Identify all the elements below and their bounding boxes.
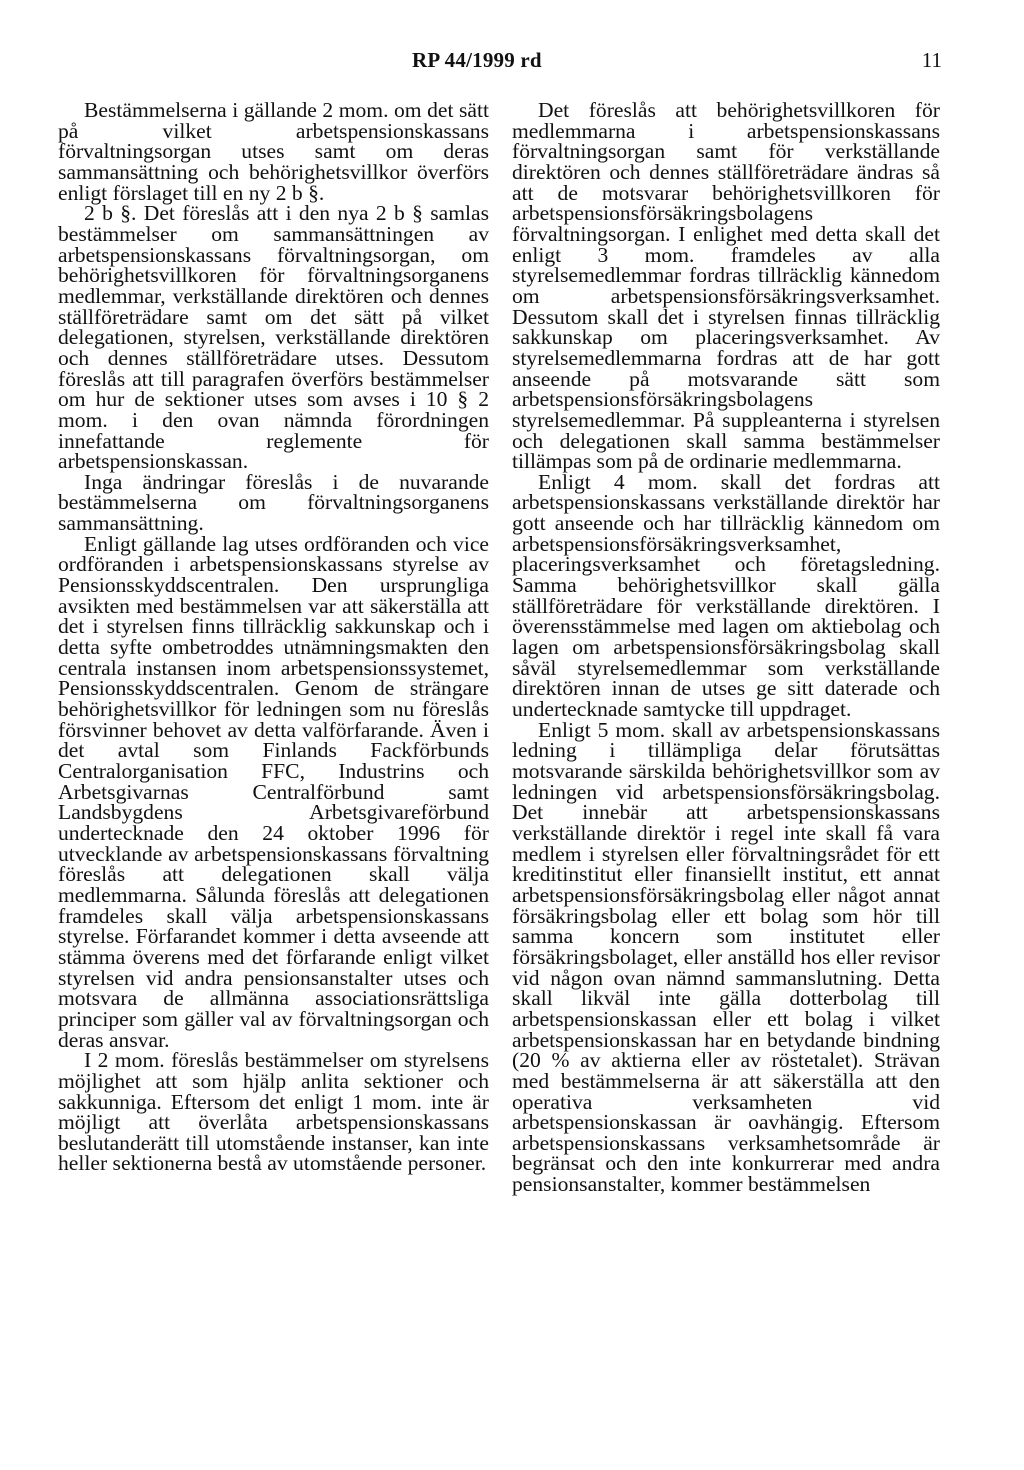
paragraph: Inga ändringar föreslås i de nuvarande bestämmelserna om förvaltningsorganens sammansättning. bbox=[58, 469, 489, 536]
paragraph: I 2 mom. föreslås bestämmelser om styrelsens möjlighet att som hjälp anlita sektioner och sakkunniga. Eftersom det enligt 1 mom. inte är möjligt att överlåta arbetspensionskassans beslutanderätt till utomstående instanser, kan inte heller sektionerna bestå av utomstående personer. bbox=[58, 1048, 489, 1176]
left-column bbox=[58, 100, 489, 1174]
right-column bbox=[512, 100, 940, 1195]
paragraph: Enligt gällande lag utses ordföranden och vice ordföranden i arbetspensionskassans styrelse av Pensionsskyddscentralen. Den ursprungliga avsikten med bestämmelsen var att säkerställa att det i styrelsen finns tillräcklig sakkunskap och i detta syfte ombetroddes utnämningsmakten den centrala instansen inom arbetspensionssystemet, Pensionsskyddscentralen. Genom de strängare behörighetsvillkor för ledningen som nu föreslås försvinner behovet av detta valförfarande. Även i det avtal som Finlands Fackförbunds Centralorganisation FFC, Industrins och Arbetsgivarnas Centralförbund samt Landsbygdens Arbetsgivareförbund undertecknade den 24 oktober 1996 för utvecklande av arbetspensionskassans förvaltning föreslås att delegationen skall välja medlemmarna. Sålunda föreslås att delegationen framdeles skall välja arbetspensionskassans styrelse. Förfarandet kommer i detta avseende att stämma överens med det förfarande enligt vilket styrelsen vid andra pensionsanstalter utses och motsvara de allmänna associationsrättsliga principer som gäller val av förvaltningsorgan och deras ansvar. bbox=[58, 531, 489, 1052]
paragraph: Bestämmelserna i gällande 2 mom. om det sätt på vilket arbetspensionskassans förvaltningsorgan utses samt om deras sammansättning och behörighetsvillkor överförs enligt förslaget till en ny 2 b §. bbox=[58, 98, 489, 205]
running-header bbox=[0, 48, 1024, 78]
document-reference: RP 44/1999 rd bbox=[412, 48, 542, 72]
paragraph: Enligt 5 mom. skall av arbetspensionskassans ledning i tillämpliga delar förutsättas motsvarande särskilda behörighetsvillkor som av ledningen vid arbetspensionsförsäkringsbolag. Det innebär att arbetspensionskassans verkställande direktör i regel inte skall få vara medlem i styrelsen eller förvaltningsrådet för ett kreditinstitut eller finansiellt institut, ett annat arbetspensionsförsäkringsbolag eller något annat försäkringsbolag eller ett bolag som hör till samma koncern som institutet eller försäkringsbolaget, eller anställd hos eller revisor vid någon ovan nämnd sammanslutning. Detta skall likväl inte gälla dotterbolag till arbetspensionskassan eller ett bolag i vilket arbetspensionskassan har en betydande bindning (20 % av aktierna eller av röstetalet). Strävan med bestämmelserna är att säkerställa att den operativa verksamheten vid arbetspensionskassan är oavhängig. Eftersom arbetspensionskassans verksamhetsområde är begränsat och den inte konkurrerar med andra pensionsanstalter, kommer bestämmelsen bbox=[512, 717, 940, 1197]
paragraph: Det föreslås att behörighetsvillkoren för medlemmarna i arbetspensionskassans förvaltningsorgan samt för verkställande direktören och dennes ställföreträdare ändras så att de motsvarar behörighetsvillkoren för arbetspensionsförsäkringsbolagens förvaltningsorgan. I enlighet med detta skall det enligt 3 mom. framdeles av alla styrelsemedlemmar fordras tillräcklig kännedom om arbetspensionsförsäkringsverksamhet. Dessutom skall det i styrelsen finnas tillräcklig sakkunskap om placeringsverksamhet. Av styrelsemedlemmarna fordras att de har gott anseende på motsvarande sätt som arbetspensionsförsäkringsbolagens styrelsemedlemmar. På suppleanterna i styrelsen och delegationen skall samma bestämmelser tillämpas som på de ordinarie medlemmarna. bbox=[512, 98, 940, 474]
paragraph: 2 b §. Det föreslås att i den nya 2 b § samlas bestämmelser om sammansättningen av arbetspensionskassans förvaltningsorgan, om behörighetsvillkoren för förvaltningsorganens medlemmar, verkställande direktören och dennes ställföreträdare samt om det sätt på vilket delegationen, styrelsen, verkställande direktören och dennes ställföreträdare utses. Dessutom föreslås att till paragrafen överförs bestämmelser om hur de sektioner utses som avses i 10 § 2 mom. i den ovan nämnda förordningen innefattande reglemente för arbetspensionskassan. bbox=[58, 201, 489, 474]
paragraph: Enligt 4 mom. skall det fordras att arbetspensionskassans verkställande direktör har gott anseende och har tillräcklig kännedom om arbetspensionsförsäkringsverksamhet, placeringsverksamhet och företagsledning. Samma behörighetsvillkor skall gälla ställföreträdare för verkställande direktören. I överensstämmelse med lagen om aktiebolag och lagen om arbetspensionsförsäkringsbolag skall såväl styrelsemedlemmar som verkställande direktören innan de utses ge sitt daterade och undertecknade samtycke till uppdraget. bbox=[512, 469, 940, 722]
page-number: 11 bbox=[921, 48, 942, 72]
